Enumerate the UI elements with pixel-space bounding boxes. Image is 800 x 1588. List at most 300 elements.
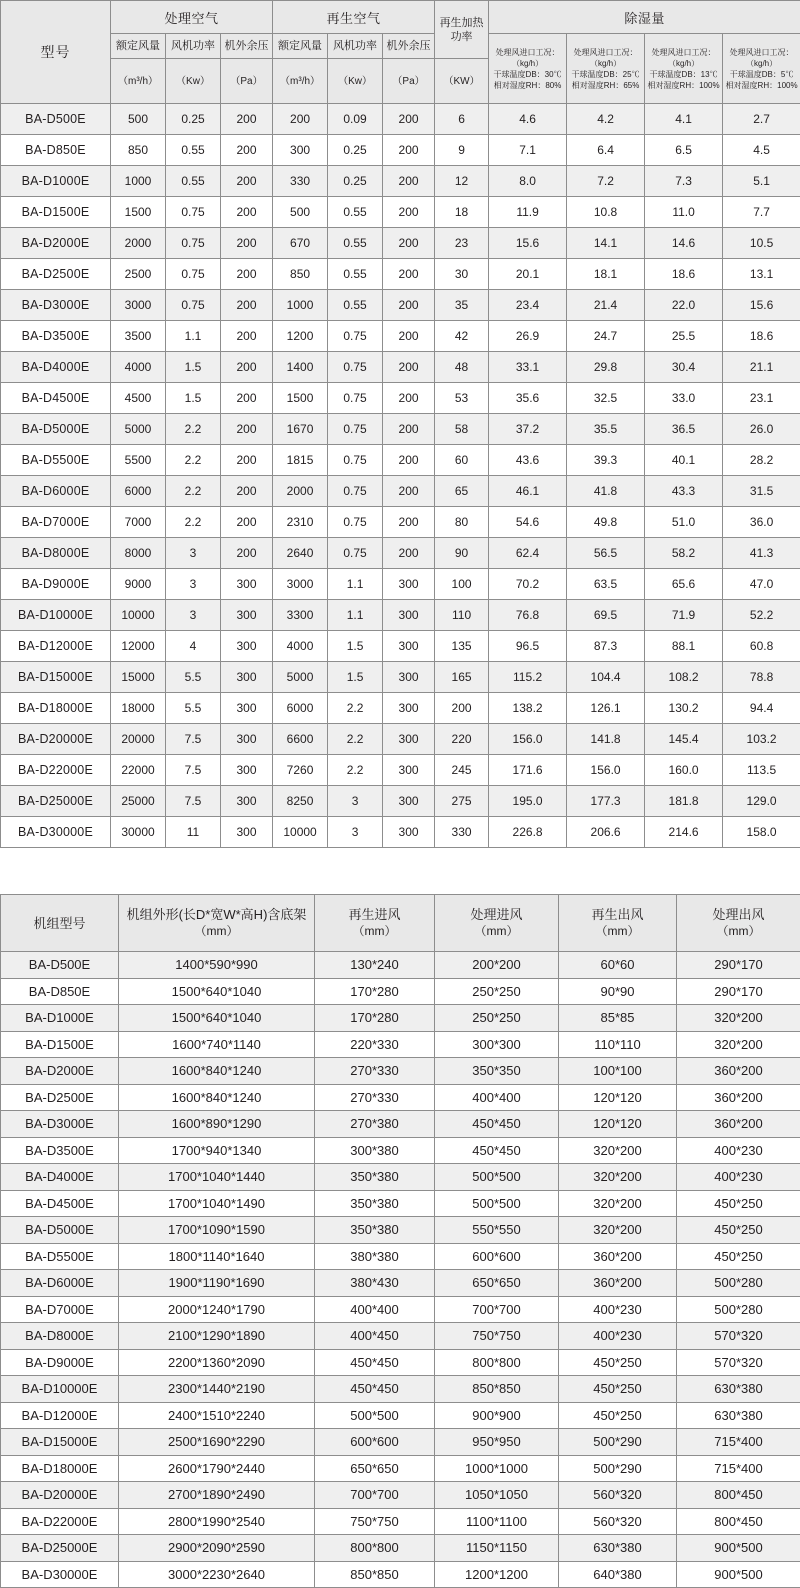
data-cell: 715*400 <box>677 1429 800 1456</box>
data-cell: 141.8 <box>567 724 645 755</box>
model-cell: BA-D3000E <box>1 290 111 321</box>
dimension-spec-table <box>0 894 800 1588</box>
table-row <box>1 755 800 786</box>
table-row <box>1 166 800 197</box>
data-cell: 640*380 <box>559 1561 677 1588</box>
data-cell: 39.3 <box>567 445 645 476</box>
data-cell: 4.5 <box>723 135 800 166</box>
table-row <box>1 1111 800 1138</box>
model-cell: BA-D3000E <box>1 1111 119 1138</box>
data-cell: 1700*1040*1440 <box>119 1164 315 1191</box>
data-cell: 103.2 <box>723 724 800 755</box>
model-cell: BA-D22000E <box>1 755 111 786</box>
data-cell: 96.5 <box>489 631 567 662</box>
data-cell: 300 <box>383 755 435 786</box>
section-gap <box>0 848 800 894</box>
table-row <box>1 1402 800 1429</box>
data-cell: 1600*890*1290 <box>119 1111 315 1138</box>
data-cell: 200 <box>383 228 435 259</box>
data-cell: 5.5 <box>166 662 221 693</box>
data-cell: 200 <box>383 538 435 569</box>
data-cell: 300 <box>383 662 435 693</box>
data-cell: 380*430 <box>315 1270 435 1297</box>
data-cell: 560*320 <box>559 1482 677 1509</box>
data-cell: 450*450 <box>315 1349 435 1376</box>
data-cell: 270*380 <box>315 1111 435 1138</box>
data-cell: 2100*1290*1890 <box>119 1323 315 1350</box>
header-cell-unit: （mm） <box>563 923 672 940</box>
data-cell: 1400 <box>273 352 328 383</box>
data-cell: 650*650 <box>315 1455 435 1482</box>
model-cell: BA-D500E <box>1 104 111 135</box>
data-cell: 3 <box>328 786 383 817</box>
data-cell: 450*250 <box>677 1217 800 1244</box>
table-row <box>1 631 800 662</box>
data-cell: 300 <box>383 693 435 724</box>
data-cell: 214.6 <box>645 817 723 848</box>
data-cell: 300 <box>221 817 273 848</box>
data-cell: 94.4 <box>723 693 800 724</box>
data-cell: 2200*1360*2090 <box>119 1349 315 1376</box>
data-cell: 5000 <box>273 662 328 693</box>
header-cell-unit: （mm） <box>319 923 430 940</box>
model-cell: BA-D3500E <box>1 321 111 352</box>
dehumid-cond-3-line4: 相对湿度RH：100% <box>647 80 720 91</box>
data-cell: 170*280 <box>315 978 435 1005</box>
data-cell: 170*280 <box>315 1005 435 1032</box>
data-cell: 35 <box>435 290 489 321</box>
data-cell: 47.0 <box>723 569 800 600</box>
data-cell: 2000 <box>111 228 166 259</box>
data-cell: 300*380 <box>315 1137 435 1164</box>
data-cell: 0.55 <box>328 290 383 321</box>
data-cell: 32.5 <box>567 383 645 414</box>
data-cell: 24.7 <box>567 321 645 352</box>
data-cell: 0.55 <box>166 166 221 197</box>
data-cell: 28.2 <box>723 445 800 476</box>
data-cell: 25000 <box>111 786 166 817</box>
data-cell: 3 <box>166 600 221 631</box>
data-cell: 320*200 <box>677 1005 800 1032</box>
data-cell: 3 <box>166 538 221 569</box>
table2-body <box>1 952 800 1588</box>
table-row <box>1 724 800 755</box>
data-cell: 400*400 <box>315 1296 435 1323</box>
table-row <box>1 1482 800 1509</box>
table-row <box>1 817 800 848</box>
data-cell: 1.5 <box>166 352 221 383</box>
data-cell: 2.2 <box>166 476 221 507</box>
data-cell: 7260 <box>273 755 328 786</box>
model-cell: BA-D15000E <box>1 662 111 693</box>
header-regen-static-pressure: 机外余压 <box>383 34 435 59</box>
model-cell: BA-D12000E <box>1 1402 119 1429</box>
data-cell: 1050*1050 <box>435 1482 559 1509</box>
data-cell: 2640 <box>273 538 328 569</box>
table-row <box>1 1270 800 1297</box>
data-cell: 245 <box>435 755 489 786</box>
data-cell: 300 <box>221 662 273 693</box>
data-cell: 35.5 <box>567 414 645 445</box>
data-cell: 1.5 <box>328 662 383 693</box>
data-cell: 200 <box>221 104 273 135</box>
data-cell: 400*230 <box>559 1323 677 1350</box>
data-cell: 500*280 <box>677 1270 800 1297</box>
data-cell: 500 <box>273 197 328 228</box>
dehumid-cond-2-line2: （kg/h） <box>569 58 642 69</box>
model-cell: BA-D20000E <box>1 724 111 755</box>
data-cell: 135 <box>435 631 489 662</box>
header-regen-heat <box>435 1 489 59</box>
table1-body <box>1 104 800 848</box>
data-cell: 200 <box>383 507 435 538</box>
data-cell: 600*600 <box>435 1243 559 1270</box>
data-cell: 7.5 <box>166 755 221 786</box>
data-cell: 13.1 <box>723 259 800 290</box>
model-cell: BA-D2500E <box>1 1084 119 1111</box>
data-cell: 30.4 <box>645 352 723 383</box>
data-cell: 450*450 <box>435 1111 559 1138</box>
data-cell: 320*200 <box>677 1031 800 1058</box>
data-cell: 69.5 <box>567 600 645 631</box>
data-cell: 200 <box>221 228 273 259</box>
header-cell-unit: （mm） <box>123 923 310 940</box>
table-row <box>1 1137 800 1164</box>
model-cell: BA-D10000E <box>1 600 111 631</box>
table-row <box>1 1455 800 1482</box>
table-row <box>1 1005 800 1032</box>
data-cell: 500*290 <box>559 1455 677 1482</box>
data-cell: 200 <box>221 414 273 445</box>
data-cell: 177.3 <box>567 786 645 817</box>
model-cell: BA-D25000E <box>1 1535 119 1562</box>
model-cell: BA-D9000E <box>1 1349 119 1376</box>
table-row <box>1 1058 800 1085</box>
data-cell: 200 <box>383 166 435 197</box>
data-cell: 11.0 <box>645 197 723 228</box>
header-cell-title: 机组型号 <box>5 915 114 932</box>
header-cell-title: 处理进风 <box>439 906 554 923</box>
data-cell: 145.4 <box>645 724 723 755</box>
data-cell: 6600 <box>273 724 328 755</box>
data-cell: 1700*940*1340 <box>119 1137 315 1164</box>
data-cell: 250*250 <box>435 978 559 1005</box>
data-cell: 2500*1690*2290 <box>119 1429 315 1456</box>
data-cell: 650*650 <box>435 1270 559 1297</box>
data-cell: 3 <box>166 569 221 600</box>
header-cell <box>1 895 119 952</box>
model-cell: BA-D10000E <box>1 1376 119 1403</box>
data-cell: 7000 <box>111 507 166 538</box>
data-cell: 113.5 <box>723 755 800 786</box>
data-cell: 1.1 <box>328 569 383 600</box>
data-cell: 18.6 <box>723 321 800 352</box>
table-row <box>1 569 800 600</box>
data-cell: 0.75 <box>328 476 383 507</box>
header-regen-fan-power-unit: （Kw） <box>328 59 383 104</box>
data-cell: 0.75 <box>328 414 383 445</box>
model-cell: BA-D2500E <box>1 259 111 290</box>
data-cell: 0.09 <box>328 104 383 135</box>
data-cell: 2310 <box>273 507 328 538</box>
data-cell: 1.1 <box>166 321 221 352</box>
data-cell: 10000 <box>111 600 166 631</box>
data-cell: 200 <box>273 104 328 135</box>
model-cell: BA-D25000E <box>1 786 111 817</box>
data-cell: 60 <box>435 445 489 476</box>
table-row <box>1 1190 800 1217</box>
header-dehumid-cond-4 <box>723 34 800 104</box>
dehumid-cond-1-line2: （kg/h） <box>491 58 564 69</box>
data-cell: 2000 <box>273 476 328 507</box>
data-cell: 7.5 <box>166 724 221 755</box>
data-cell: 1100*1100 <box>435 1508 559 1535</box>
data-cell: 2.2 <box>328 693 383 724</box>
model-cell: BA-D1000E <box>1 1005 119 1032</box>
data-cell: 110*110 <box>559 1031 677 1058</box>
data-cell: 25.5 <box>645 321 723 352</box>
data-cell: 200 <box>383 104 435 135</box>
data-cell: 1150*1150 <box>435 1535 559 1562</box>
model-cell: BA-D4500E <box>1 1190 119 1217</box>
data-cell: 15.6 <box>723 290 800 321</box>
dehumid-cond-3-line2: （kg/h） <box>647 58 720 69</box>
data-cell: 129.0 <box>723 786 800 817</box>
header-dehumid-cond-1 <box>489 34 567 104</box>
data-cell: 10000 <box>273 817 328 848</box>
data-cell: 400*230 <box>677 1164 800 1191</box>
data-cell: 3000 <box>273 569 328 600</box>
data-cell: 0.75 <box>328 383 383 414</box>
data-cell: 7.2 <box>567 166 645 197</box>
data-cell: 800*450 <box>677 1508 800 1535</box>
data-cell: 12000 <box>111 631 166 662</box>
data-cell: 4.1 <box>645 104 723 135</box>
data-cell: 35.6 <box>489 383 567 414</box>
data-cell: 200 <box>221 321 273 352</box>
data-cell: 165 <box>435 662 489 693</box>
header-process-flow-unit: （m³/h） <box>111 59 166 104</box>
header-process-fan-power: 风机功率 <box>166 34 221 59</box>
header-regen-fan-power: 风机功率 <box>328 34 383 59</box>
data-cell: 0.75 <box>328 445 383 476</box>
data-cell: 300 <box>383 631 435 662</box>
data-cell: 2900*2090*2590 <box>119 1535 315 1562</box>
data-cell: 2.2 <box>166 414 221 445</box>
data-cell: 380*380 <box>315 1243 435 1270</box>
model-cell: BA-D6000E <box>1 476 111 507</box>
data-cell: 715*400 <box>677 1455 800 1482</box>
data-cell: 5.1 <box>723 166 800 197</box>
data-cell: 850*850 <box>435 1376 559 1403</box>
data-cell: 220 <box>435 724 489 755</box>
data-cell: 1200 <box>273 321 328 352</box>
data-cell: 120*120 <box>559 1111 677 1138</box>
data-cell: 14.1 <box>567 228 645 259</box>
dehumid-cond-3-line1: 处理风进口工况： <box>647 47 720 58</box>
data-cell: 4000 <box>111 352 166 383</box>
data-cell: 400*230 <box>677 1137 800 1164</box>
data-cell: 450*250 <box>677 1190 800 1217</box>
data-cell: 200 <box>383 197 435 228</box>
data-cell: 350*380 <box>315 1217 435 1244</box>
data-cell: 41.3 <box>723 538 800 569</box>
table-row <box>1 259 800 290</box>
data-cell: 0.75 <box>328 507 383 538</box>
data-cell: 270*330 <box>315 1084 435 1111</box>
table1-header <box>1 1 800 104</box>
header-cell <box>559 895 677 952</box>
data-cell: 52.2 <box>723 600 800 631</box>
table-row <box>1 1535 800 1562</box>
data-cell: 4500 <box>111 383 166 414</box>
data-cell: 320*200 <box>559 1137 677 1164</box>
header-regen-heat-title: 再生加热功率 <box>440 17 484 43</box>
model-cell: BA-D850E <box>1 135 111 166</box>
data-cell: 1000 <box>273 290 328 321</box>
data-cell: 9 <box>435 135 489 166</box>
data-cell: 300 <box>221 755 273 786</box>
data-cell: 350*350 <box>435 1058 559 1085</box>
data-cell: 360*200 <box>677 1058 800 1085</box>
table-row <box>1 1429 800 1456</box>
data-cell: 130*240 <box>315 952 435 979</box>
model-cell: BA-D5000E <box>1 414 111 445</box>
data-cell: 23 <box>435 228 489 259</box>
header-cell-title: 再生出风 <box>563 906 672 923</box>
data-cell: 29.8 <box>567 352 645 383</box>
data-cell: 750*750 <box>315 1508 435 1535</box>
data-cell: 110 <box>435 600 489 631</box>
data-cell: 31.5 <box>723 476 800 507</box>
table-row <box>1 290 800 321</box>
data-cell: 900*900 <box>435 1402 559 1429</box>
data-cell: 23.4 <box>489 290 567 321</box>
data-cell: 350*380 <box>315 1164 435 1191</box>
data-cell: 88.1 <box>645 631 723 662</box>
table2-header <box>1 895 800 952</box>
data-cell: 200 <box>383 445 435 476</box>
data-cell: 48 <box>435 352 489 383</box>
data-cell: 200 <box>221 166 273 197</box>
data-cell: 5500 <box>111 445 166 476</box>
data-cell: 120*120 <box>559 1084 677 1111</box>
table-row <box>1 228 800 259</box>
data-cell: 49.8 <box>567 507 645 538</box>
header-dehumid-cond-3 <box>645 34 723 104</box>
data-cell: 3000*2230*2640 <box>119 1561 315 1588</box>
data-cell: 53 <box>435 383 489 414</box>
data-cell: 1500*640*1040 <box>119 1005 315 1032</box>
data-cell: 200 <box>221 507 273 538</box>
data-cell: 0.55 <box>328 197 383 228</box>
table-row <box>1 445 800 476</box>
dehumid-cond-1-line3: 干球温度DB：30℃ <box>491 69 564 80</box>
model-cell: BA-D22000E <box>1 1508 119 1535</box>
data-cell: 200*200 <box>435 952 559 979</box>
data-cell: 350*380 <box>315 1190 435 1217</box>
data-cell: 9000 <box>111 569 166 600</box>
data-cell: 300*300 <box>435 1031 559 1058</box>
data-cell: 670 <box>273 228 328 259</box>
data-cell: 43.6 <box>489 445 567 476</box>
header-process-static-pressure: 机外余压 <box>221 34 273 59</box>
data-cell: 2400*1510*2240 <box>119 1402 315 1429</box>
data-cell: 320*200 <box>559 1190 677 1217</box>
model-cell: BA-D1000E <box>1 166 111 197</box>
data-cell: 200 <box>383 352 435 383</box>
table-row <box>1 414 800 445</box>
data-cell: 2.2 <box>166 507 221 538</box>
data-cell: 550*550 <box>435 1217 559 1244</box>
data-cell: 0.75 <box>166 197 221 228</box>
data-cell: 23.1 <box>723 383 800 414</box>
data-cell: 62.4 <box>489 538 567 569</box>
data-cell: 33.0 <box>645 383 723 414</box>
model-cell: BA-D12000E <box>1 631 111 662</box>
data-cell: 630*380 <box>559 1535 677 1562</box>
model-cell: BA-D2000E <box>1 228 111 259</box>
data-cell: 1700*1090*1590 <box>119 1217 315 1244</box>
dehumid-cond-4-line2: （kg/h） <box>725 58 798 69</box>
data-cell: 300 <box>221 600 273 631</box>
data-cell: 58 <box>435 414 489 445</box>
table-row <box>1 321 800 352</box>
data-cell: 26.9 <box>489 321 567 352</box>
data-cell: 0.75 <box>328 321 383 352</box>
data-cell: 195.0 <box>489 786 567 817</box>
model-cell: BA-D500E <box>1 952 119 979</box>
data-cell: 5.5 <box>166 693 221 724</box>
data-cell: 156.0 <box>489 724 567 755</box>
data-cell: 630*380 <box>677 1376 800 1403</box>
data-cell: 7.3 <box>645 166 723 197</box>
header-cell-title: 再生进风 <box>319 906 430 923</box>
data-cell: 6 <box>435 104 489 135</box>
data-cell: 12 <box>435 166 489 197</box>
data-cell: 1200*1200 <box>435 1561 559 1588</box>
data-cell: 320*200 <box>559 1164 677 1191</box>
data-cell: 200 <box>221 135 273 166</box>
data-cell: 360*200 <box>559 1243 677 1270</box>
data-cell: 41.8 <box>567 476 645 507</box>
data-cell: 2800*1990*2540 <box>119 1508 315 1535</box>
table-row <box>1 383 800 414</box>
header-regen-flow-unit: （m³/h） <box>273 59 328 104</box>
table-row <box>1 1561 800 1588</box>
data-cell: 2700*1890*2490 <box>119 1482 315 1509</box>
data-cell: 270*330 <box>315 1058 435 1085</box>
data-cell: 500*500 <box>435 1164 559 1191</box>
data-cell: 570*320 <box>677 1323 800 1350</box>
data-cell: 450*250 <box>559 1402 677 1429</box>
model-cell: BA-D1500E <box>1 197 111 228</box>
data-cell: 15.6 <box>489 228 567 259</box>
data-cell: 700*700 <box>435 1296 559 1323</box>
data-cell: 14.6 <box>645 228 723 259</box>
data-cell: 360*200 <box>559 1270 677 1297</box>
data-cell: 1900*1190*1690 <box>119 1270 315 1297</box>
table-row <box>1 1084 800 1111</box>
data-cell: 1600*840*1240 <box>119 1084 315 1111</box>
data-cell: 33.1 <box>489 352 567 383</box>
data-cell: 630*380 <box>677 1402 800 1429</box>
data-cell: 900*500 <box>677 1535 800 1562</box>
data-cell: 56.5 <box>567 538 645 569</box>
data-cell: 300 <box>383 600 435 631</box>
data-cell: 43.3 <box>645 476 723 507</box>
data-cell: 0.25 <box>328 135 383 166</box>
